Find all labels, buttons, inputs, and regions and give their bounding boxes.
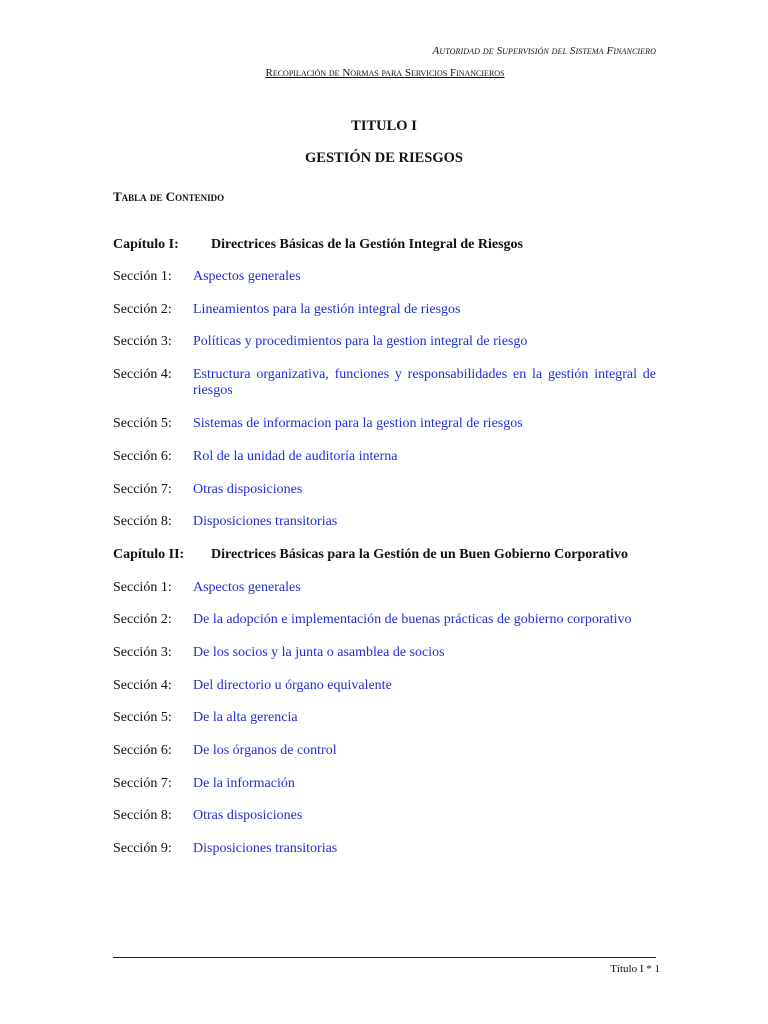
toc-entry[interactable]	[113, 416, 656, 432]
section-link[interactable]: Aspectos generales	[193, 269, 301, 284]
header-compilation	[0, 67, 768, 79]
section-link[interactable]: De la alta gerencia	[193, 710, 298, 725]
footer-page-number: Título I * 1	[610, 963, 660, 975]
toc-entry[interactable]	[113, 334, 656, 350]
section-label: Sección 5:	[113, 710, 172, 725]
section-label: Sección 5:	[113, 416, 172, 431]
header-compilation-text: Recopilación de Normas para Servicios Financieros	[265, 67, 505, 79]
section-link[interactable]: Disposiciones transitorias	[193, 514, 338, 529]
section-label: Sección 4:	[113, 367, 172, 382]
toc-entry[interactable]	[113, 776, 656, 792]
toc-entry[interactable]	[113, 612, 656, 628]
toc-entry[interactable]	[113, 269, 656, 285]
toc-entry[interactable]	[113, 841, 656, 857]
section-link[interactable]: De la información	[193, 776, 295, 791]
toc-entry[interactable]	[113, 482, 656, 498]
footer-divider	[113, 957, 656, 958]
section-label: Sección 7:	[113, 776, 172, 791]
toc-entry[interactable]	[113, 710, 656, 726]
section-label: Sección 2:	[113, 302, 172, 317]
section-label: Sección 6:	[113, 743, 172, 758]
chapter-label: Capítulo I:	[113, 237, 179, 252]
section-label: Sección 9:	[113, 841, 172, 856]
section-label: Sección 2:	[113, 612, 172, 627]
section-link[interactable]: Otras disposiciones	[193, 482, 303, 497]
toc-entry[interactable]	[113, 808, 656, 824]
document-subtitle: GESTIÓN DE RIESGOS	[305, 150, 463, 166]
section-label: Sección 7:	[113, 482, 172, 497]
section-label: Sección 3:	[113, 334, 172, 349]
section-link[interactable]: Aspectos generales	[193, 580, 301, 595]
section-label: Sección 3:	[113, 645, 172, 660]
section-label: Sección 1:	[113, 580, 172, 595]
toc-entry[interactable]	[113, 449, 656, 465]
section-link[interactable]: De los órganos de control	[193, 743, 337, 758]
section-link[interactable]: De la adopción e implementación de buenas prácticas de gobierno corporativo	[193, 612, 632, 627]
section-link[interactable]: Políticas y procedimientos para la gestion integral de riesgo	[193, 334, 528, 349]
chapter-label: Capítulo II:	[113, 547, 185, 562]
section-link[interactable]: Otras disposiciones	[193, 808, 303, 823]
toc-entry[interactable]	[113, 514, 656, 530]
toc-entry[interactable]	[113, 367, 656, 399]
section-link[interactable]: Lineamientos para la gestión integral de riesgos	[193, 302, 461, 317]
section-label: Sección 8:	[113, 808, 172, 823]
chapter-title: Directrices Básicas para la Gestión de un Buen Gobierno Corporativo	[211, 547, 628, 562]
section-link[interactable]: Del directorio u órgano equivalente	[193, 678, 392, 693]
toc-entry[interactable]	[113, 302, 656, 318]
toc-entry[interactable]	[113, 580, 656, 596]
document-title: TITULO I	[351, 118, 417, 134]
section-link[interactable]: De los socios y la junta o asamblea de socios	[193, 645, 445, 660]
section-label: Sección 1:	[113, 269, 172, 284]
chapter-title: Directrices Básicas de la Gestión Integral de Riesgos	[211, 237, 523, 252]
section-link[interactable]: Rol de la unidad de auditoría interna	[193, 449, 398, 464]
section-label: Sección 6:	[113, 449, 172, 464]
toc-entry[interactable]	[113, 678, 656, 694]
section-link[interactable]: Sistemas de informacion para la gestion integral de riesgos	[193, 416, 523, 431]
section-label: Sección 4:	[113, 678, 172, 693]
header-organization: Autoridad de Supervisión del Sistema Financiero	[432, 45, 656, 57]
section-link[interactable]: Estructura organizativa, funciones y responsabilidades en la gestión integral de riesgos	[193, 367, 656, 398]
toc-entry[interactable]	[113, 743, 656, 759]
toc-entry[interactable]	[113, 645, 656, 661]
section-label: Sección 8:	[113, 514, 172, 529]
section-link[interactable]: Disposiciones transitorias	[193, 841, 338, 856]
toc-heading: Tabla de Contenido	[113, 189, 225, 204]
